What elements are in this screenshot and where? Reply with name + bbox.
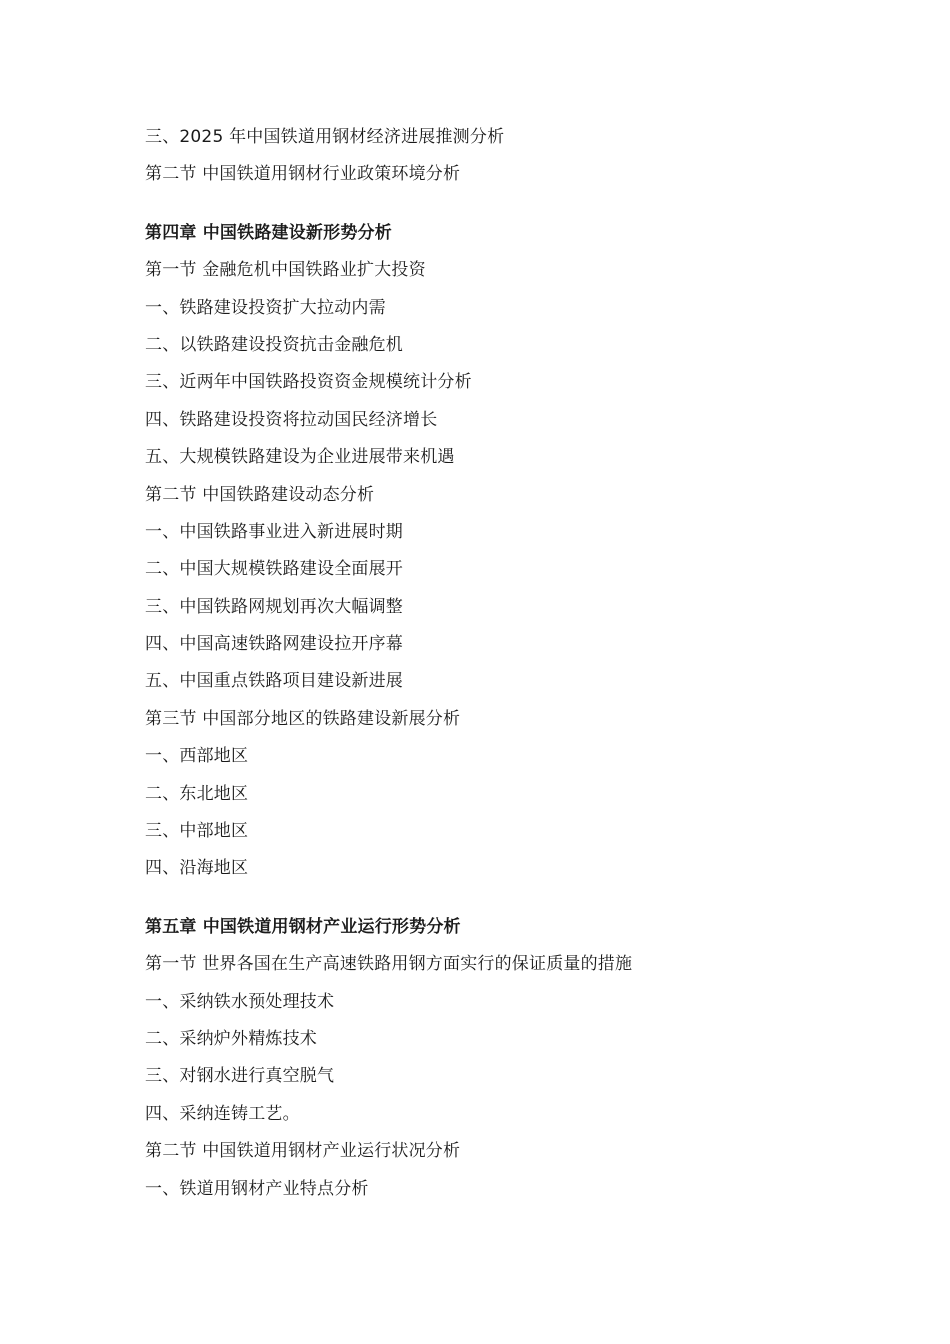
- toc-item: 一、铁道用钢材产业特点分析: [145, 1178, 369, 1199]
- toc-item: 二、中国大规模铁路建设全面展开: [145, 559, 403, 580]
- toc-section: 第一节 世界各国在生产高速铁路用钢方面实行的保证质量的措施: [145, 954, 633, 975]
- toc-chapter-heading: 第四章 中国铁路建设新形势分析: [145, 222, 392, 243]
- toc-section: 第三节 中国部分地区的铁路建设新展分析: [145, 708, 461, 729]
- toc-item: 四、中国高速铁路网建设拉开序幕: [145, 634, 403, 655]
- toc-item: 三、中部地区: [145, 821, 249, 842]
- toc-item: 一、铁路建设投资扩大拉动内需: [145, 297, 386, 318]
- toc-item: 三、2025 年中国铁道用钢材经济进展推测分析: [145, 127, 505, 147]
- toc-item: 二、东北地区: [145, 783, 249, 804]
- toc-section: 第二节 中国铁路建设动态分析: [145, 484, 375, 505]
- toc-item: 四、采纳连铸工艺。: [145, 1103, 300, 1124]
- toc-item: 四、铁路建设投资将拉动国民经济增长: [145, 409, 438, 430]
- toc-item: 二、以铁路建设投资抗击金融危机: [145, 334, 403, 355]
- toc-section: 第一节 金融危机中国铁路业扩大投资: [145, 260, 426, 281]
- table-of-contents: [145, 119, 905, 1208]
- toc-item: 五、大规模铁路建设为企业进展带来机遇: [145, 447, 455, 468]
- toc-item: 二、采纳炉外精炼技术: [145, 1028, 317, 1049]
- toc-section: 第二节 中国铁道用钢材产业运行状况分析: [145, 1141, 461, 1162]
- toc-item: 一、采纳铁水预处理技术: [145, 991, 335, 1012]
- toc-item: 四、沿海地区: [145, 858, 249, 879]
- toc-section: 第二节 中国铁道用钢材行业政策环境分析: [145, 164, 461, 185]
- toc-chapter-heading: 第五章 中国铁道用钢材产业运行形势分析: [145, 916, 461, 937]
- toc-item: 三、近两年中国铁路投资资金规模统计分析: [145, 372, 472, 393]
- toc-item: 五、中国重点铁路项目建设新进展: [145, 671, 403, 692]
- toc-item: 一、西部地区: [145, 746, 249, 767]
- toc-item: 三、对钢水进行真空脱气: [145, 1066, 335, 1087]
- toc-item: 三、中国铁路网规划再次大幅调整: [145, 596, 403, 617]
- toc-item: 一、中国铁路事业进入新进展时期: [145, 521, 403, 542]
